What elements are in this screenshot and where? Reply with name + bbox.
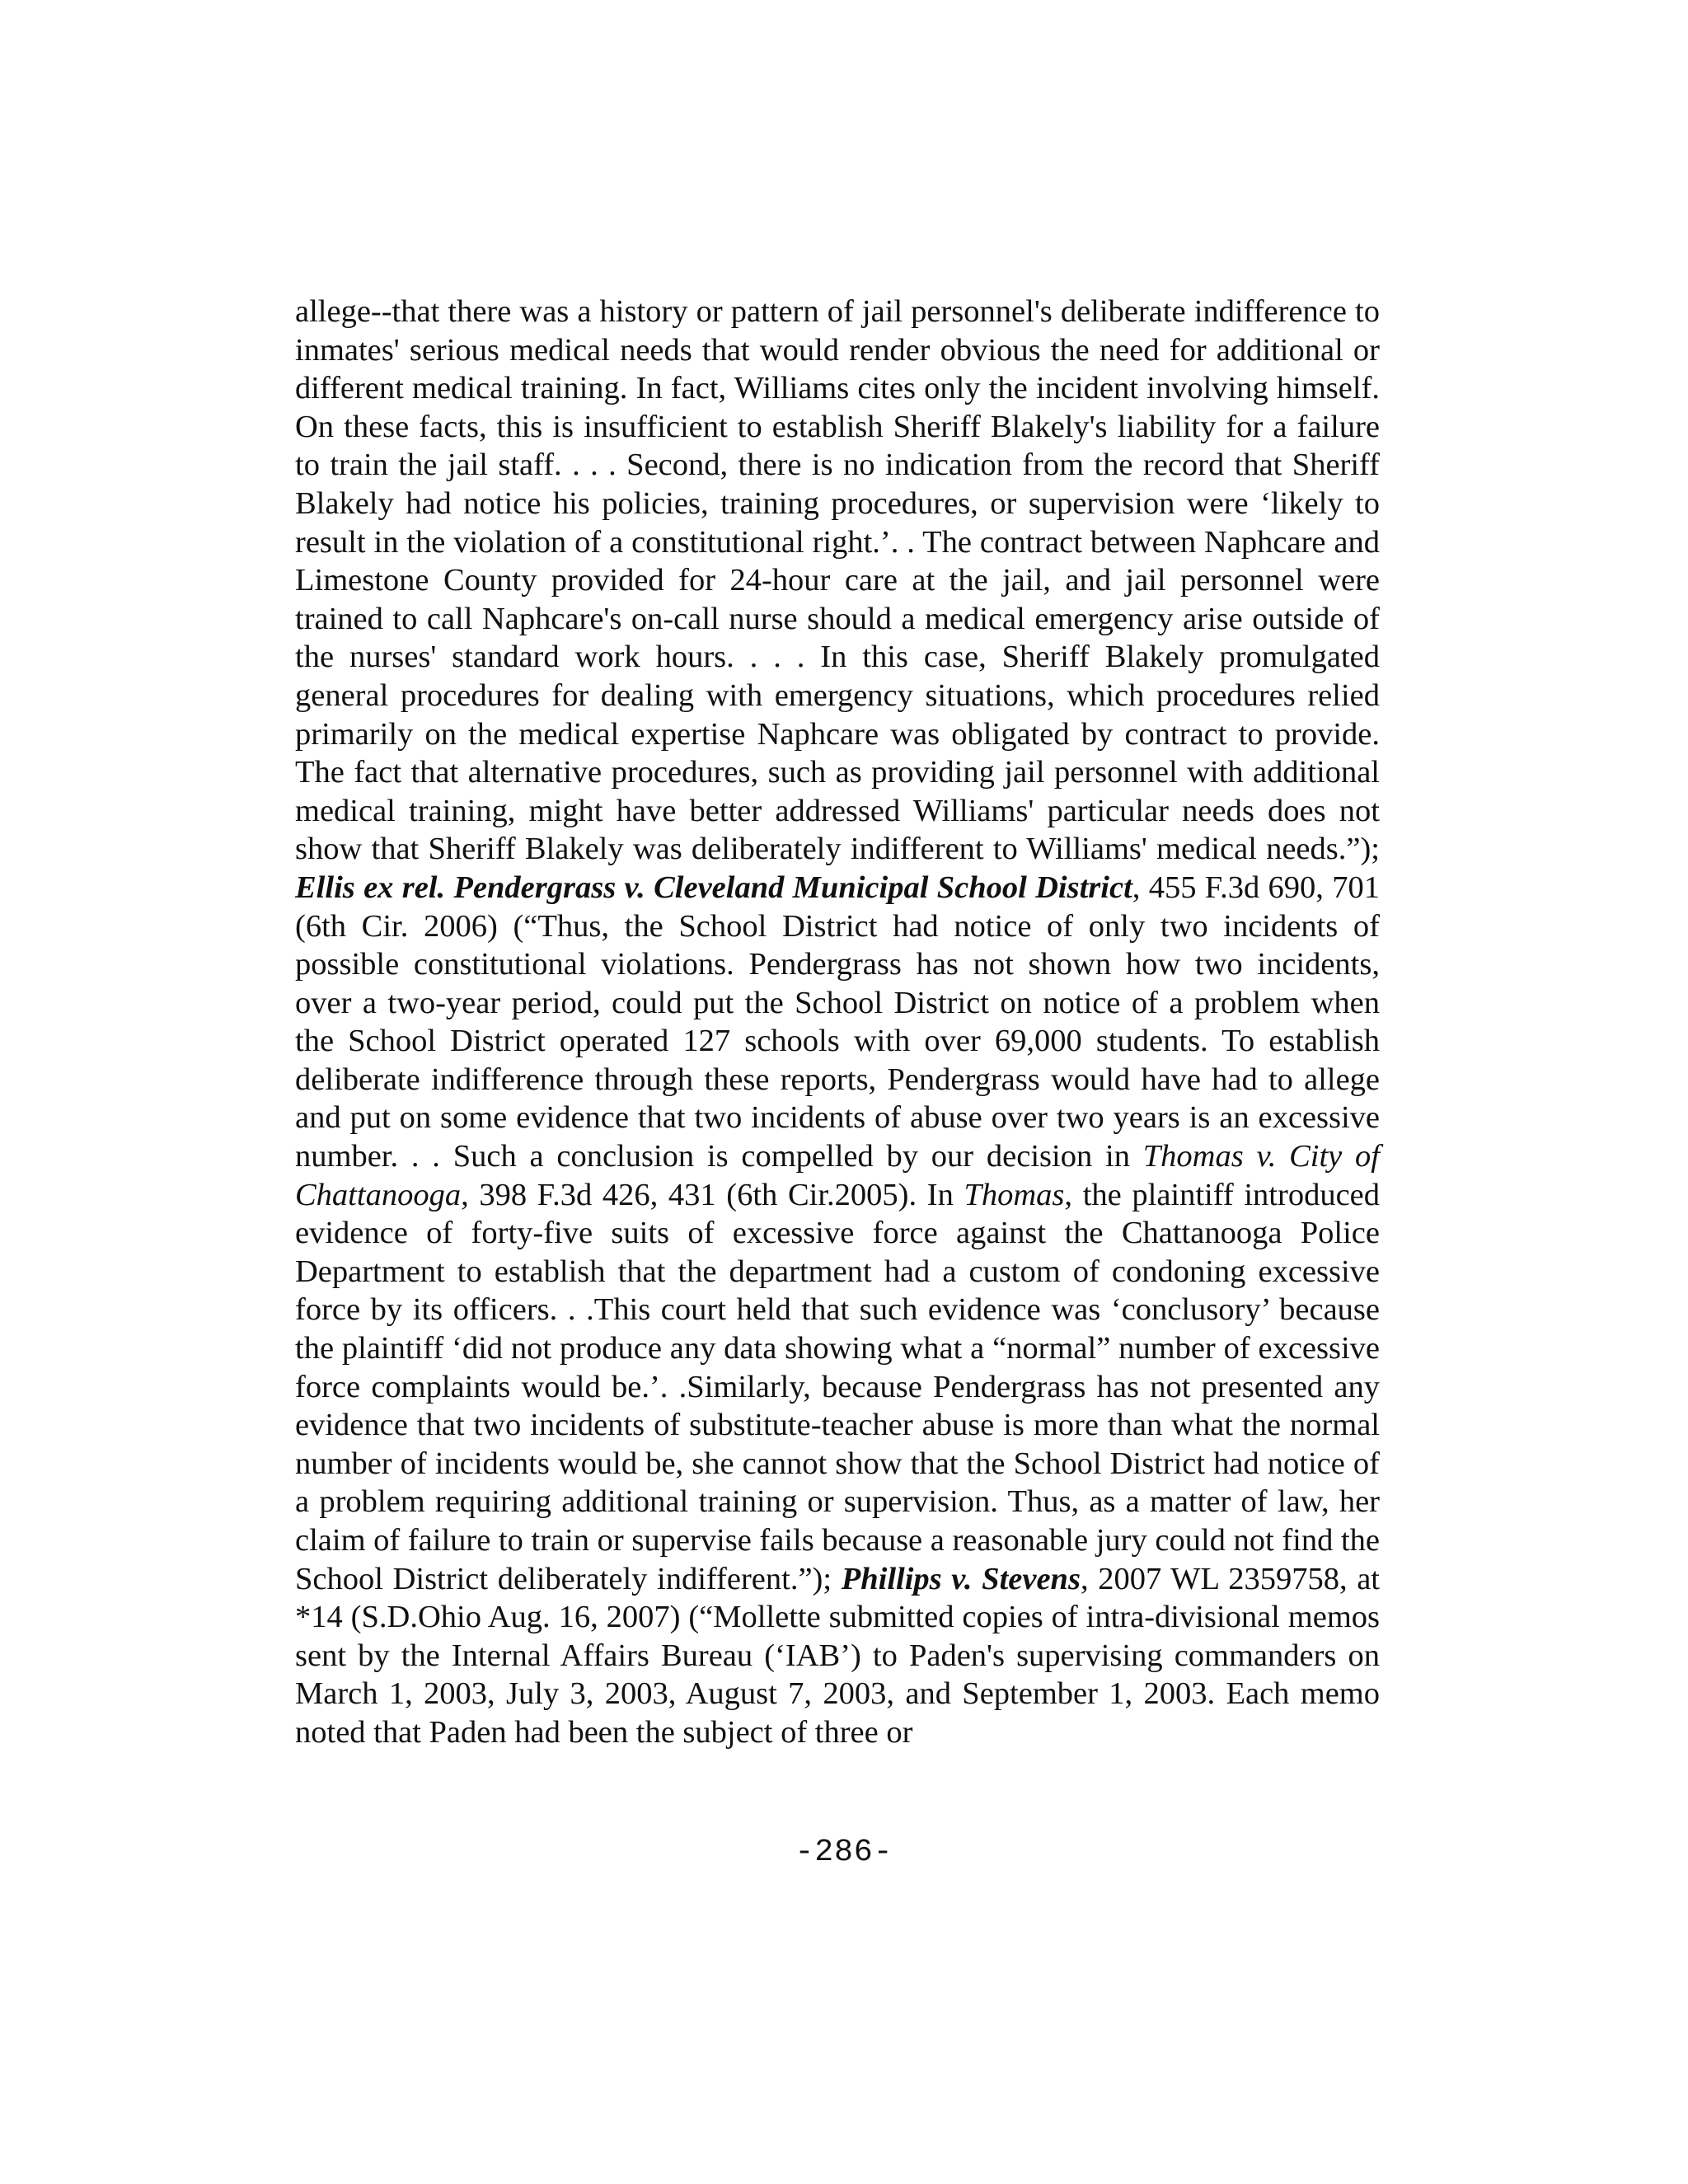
text-segment: , 398 F.3d 426, 431 (6th Cir.2005). In xyxy=(461,1177,964,1212)
case-name-phillips: Phillips v. Stevens xyxy=(841,1561,1081,1596)
text-segment: , the plaintiff introduced evidence of forty-five suits of excessive force against the Chattanooga Police Department to establish that the department had a custom of condoning excessive force by its officers. . .This court held that such evidence was ‘conclusory’ because the plaintiff ‘did not produce any data showing what a “normal” number of excessive force complaints would be.’. .Similarly, because Pendergrass has not presented any evidence that two incidents of substitute-teacher abuse is more than what the normal number of incidents would be, she cannot show that the School District had notice of a problem requiring additional training or supervision. Thus, as a matter of law, her claim of failure to train or supervise fails because a reasonable jury could not find the School District deliberately indifferent.”); xyxy=(295,1177,1381,1596)
page-number: -286- xyxy=(795,1835,893,1870)
body-text xyxy=(295,293,1380,1752)
case-name-thomas-full: Thomas v. City of Chattanooga xyxy=(295,1139,1380,1212)
text-segment: , 2007 WL 2359758, at *14 (S.D.Ohio Aug. 16, 2007) (“Mollette submitted copies of intra-divisional memos sent by the Internal Affairs Bureau (‘IAB’) to Paden's supervising commanders on March 1, 2003, July 3, 2003, August 7, 2003, and September 1, 2003. Each memo noted that Paden had been the subject of three or xyxy=(295,1561,1380,1750)
case-name-ellis: Ellis ex rel. Pendergrass v. Cleveland Municipal School District xyxy=(295,869,1132,905)
case-name-thomas-short: Thomas xyxy=(964,1177,1065,1212)
text-segment: allege--that there was a history or pattern of jail personnel's deliberate indifference to inmates' serious medical needs that would render obvious the need for additional or different medical training. In fact, Williams cites only the incident involving himself. On these facts, this is insufficient to establish Sheriff Blakely's liability for a failure to train the jail staff. . . . Second, there is no indication from the record that Sheriff Blakely had notice his policies, training procedures, or supervision were ‘likely to result in the violation of a constitutional right.’. . The contract between Naphcare and Limestone County provided for 24-hour care at the jail, and jail personnel were trained to call Naphcare's on-call nurse should a medical emergency arise outside of the nurses' standard work hours. . . . In this case, Sheriff Blakely promulgated general procedures for dealing with emergency situations, which procedures relied primarily on the medical expertise Naphcare was obligated by contract to provide. The fact that alternative procedures, such as providing jail personnel with additional medical training, might have better addressed Williams' particular needs does not show that Sheriff Blakely was deliberately indifferent to Williams' medical needs.”); xyxy=(295,294,1380,867)
body-paragraph xyxy=(295,293,1380,1752)
text-segment: , 455 F.3d 690, 701 (6th Cir. 2006) (“Thus, the School District had notice of only two incidents of possible constitutional violations. Pendergrass has not shown how two incidents, over a two-year period, could put the School District on notice of a problem when the School District operated 127 schools with over 69,000 students. To establish deliberate indifference through these reports, Pendergrass would have had to allege and put on some evidence that two incidents of abuse over two years is an excessive number. . . Such a conclusion is compelled by our decision in xyxy=(295,869,1380,1174)
